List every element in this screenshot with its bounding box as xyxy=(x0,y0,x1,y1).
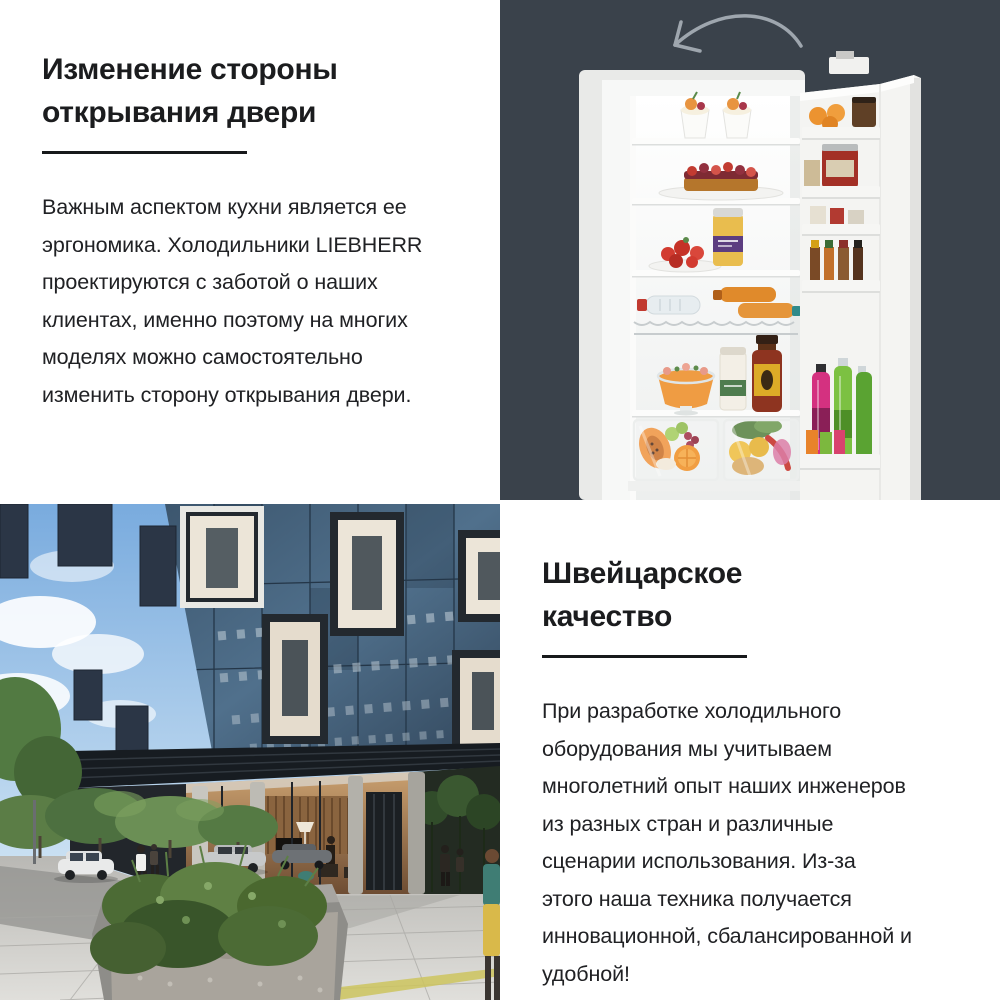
title-line: Швейцарское xyxy=(542,557,743,590)
door-reversal-title xyxy=(42,48,470,134)
body-line: При разработке холодильного xyxy=(542,699,842,723)
door-reversal-body xyxy=(42,189,470,414)
body-line: эргономика. Холодильники LIEBHERR xyxy=(42,232,423,257)
swiss-quality-body xyxy=(542,693,970,993)
body-line: инновационной, сбалансированной и xyxy=(542,924,912,948)
swiss-quality-title xyxy=(542,552,970,638)
body-line: проектируются с заботой о наших xyxy=(42,270,378,294)
fridge-door xyxy=(800,51,921,500)
door-hinge xyxy=(829,57,869,74)
fridge-base xyxy=(628,481,805,491)
title-line: качество xyxy=(542,600,673,633)
title-underline xyxy=(542,655,747,658)
cream-jar xyxy=(720,347,746,410)
body-line: этого наша техника получается xyxy=(542,886,852,911)
fridge xyxy=(579,51,921,500)
body-line: оборудования мы учитываем xyxy=(542,736,832,761)
body-line: удобной! xyxy=(542,961,630,986)
section-door-reversal xyxy=(0,0,500,500)
title-line: Изменение стороны xyxy=(42,53,338,86)
fruit-drawer xyxy=(633,420,718,480)
lamppost xyxy=(33,800,36,864)
body-line: многолетний опыт наших инженеров xyxy=(542,774,906,798)
body-line: изменить сторону открывания двери. xyxy=(42,382,412,407)
body-line: моделях можно самостоятельно xyxy=(42,345,363,369)
open-fridge-image xyxy=(500,0,1000,500)
office-building-image xyxy=(0,504,500,1000)
body-line: из разных стран и различные xyxy=(542,811,834,836)
body-line: сценарии использования. Из-за xyxy=(542,849,856,873)
body-line: Важным аспектом кухни является ее xyxy=(42,195,407,219)
section-swiss-quality xyxy=(500,500,1000,1000)
body-line: клиентах, именно поэтому на многих xyxy=(42,307,408,332)
title-underline xyxy=(42,151,247,154)
vegetable-drawer xyxy=(724,419,798,480)
building-photo-panel xyxy=(0,500,500,1000)
title-line: открывания двери xyxy=(42,96,317,129)
fridge-photo-panel xyxy=(500,0,1000,500)
